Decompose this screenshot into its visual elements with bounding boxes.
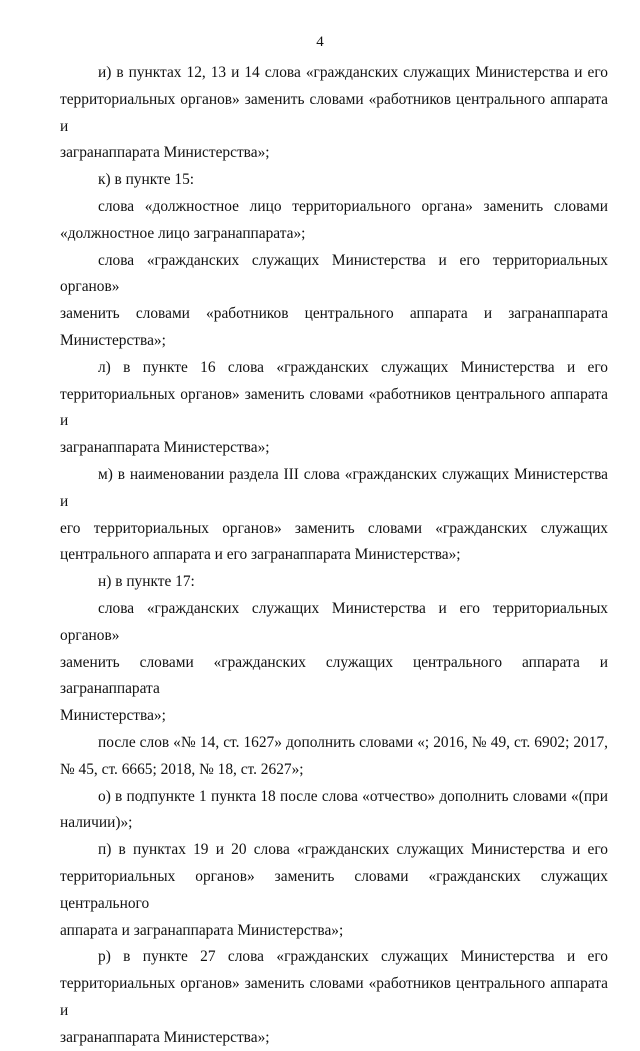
paragraph — [60, 248, 608, 355]
text-line: загранаппарата Министерства»; — [60, 1028, 270, 1046]
text-line: Министерства»; — [60, 707, 166, 725]
text-line: после слов «№ 14, ст. 1627» дополнить словами «; 2016, № 49, ст. 6902; 2017, — [98, 733, 608, 751]
paragraph — [60, 167, 608, 194]
text-line: аппарата и загранаппарата Министерства»; — [60, 921, 344, 939]
text-line: заменить словами «гражданских служащих центрального аппарата и загранаппарата — [60, 653, 608, 698]
paragraph — [60, 60, 608, 167]
text-line: его территориальных органов» заменить словами «гражданских служащих — [60, 519, 608, 537]
text-line: н) в пункте 17: — [98, 573, 195, 591]
text-line: р) в пункте 27 слова «гражданских служащих Министерства и его — [98, 948, 608, 966]
text-line: территориальных органов» заменить словами «работников центрального аппарата и — [60, 385, 608, 430]
paragraph — [60, 837, 608, 944]
paragraph — [60, 784, 608, 838]
text-line: слова «должностное лицо территориального органа» заменить словами — [98, 197, 608, 215]
text-line: о) в подпункте 1 пункта 18 после слова «отчество» дополнить словами «(при — [98, 787, 608, 805]
paragraph — [60, 355, 608, 462]
paragraph — [60, 569, 608, 596]
paragraph — [60, 944, 608, 1051]
text-line: к) в пункте 15: — [98, 171, 195, 189]
text-line: п) в пунктах 19 и 20 слова «гражданских служащих Министерства и его — [98, 841, 608, 859]
document-body — [60, 60, 608, 1051]
text-line: территориальных органов» заменить словами «работников центрального аппарата и — [60, 975, 608, 1019]
page-number: 4 — [316, 34, 324, 50]
text-line: м) в наименовании раздела III слова «гражданских служащих Министерства и — [60, 465, 608, 510]
paragraph — [60, 462, 608, 569]
paragraph — [60, 730, 608, 784]
text-line: и) в пунктах 12, 13 и 14 слова «гражданских служащих Министерства и его — [98, 64, 608, 81]
text-line: л) в пункте 16 слова «гражданских служащих Министерства и его — [98, 358, 608, 376]
text-line: загранаппарата Министерства»; — [60, 144, 270, 162]
text-line: наличии)»; — [60, 814, 133, 832]
text-line: слова «гражданских служащих Министерства и его территориальных органов» — [60, 251, 608, 296]
text-line: территориальных органов» заменить словами «работников центрального аппарата и — [60, 90, 608, 135]
text-line: территориальных органов» заменить словами «гражданских служащих центрального — [60, 867, 608, 912]
text-line: «должностное лицо загранаппарата»; — [60, 224, 306, 242]
text-line: загранаппарата Министерства»; — [60, 439, 270, 457]
text-line: № 45, ст. 6665; 2018, № 18, ст. 2627»; — [60, 760, 304, 778]
text-line: центрального аппарата и его загранаппарата Министерства»; — [60, 546, 461, 564]
text-line: Министерства»; — [60, 331, 166, 349]
text-line: слова «гражданских служащих Министерства и его территориальных органов» — [60, 599, 608, 644]
text-line: заменить словами «работников центрального аппарата и загранаппарата — [60, 305, 608, 323]
paragraph — [60, 596, 608, 730]
paragraph — [60, 194, 608, 248]
